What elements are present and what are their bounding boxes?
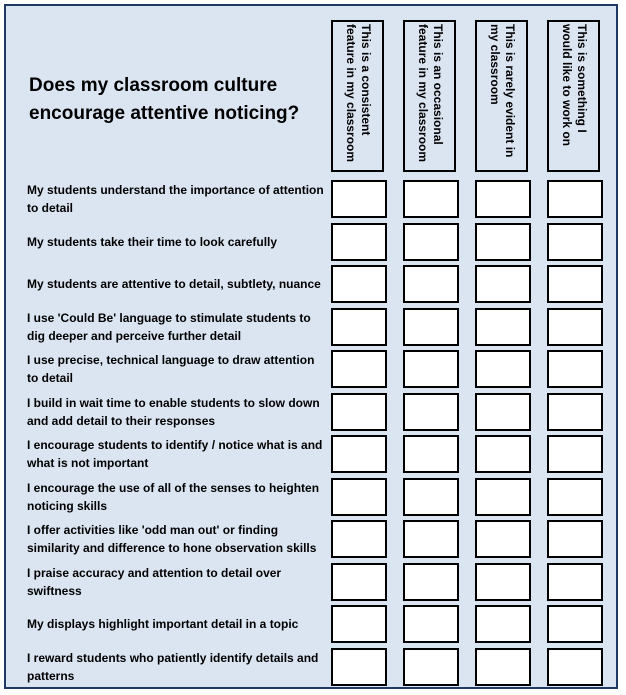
statement-label: I encourage the use of all of the senses to heighten noticing skills	[27, 481, 320, 513]
checkbox-cell-occasional[interactable]	[403, 520, 459, 558]
column-header-occasional	[403, 20, 456, 172]
column-header-label: This is something I would like to work on	[559, 24, 589, 147]
statement-label: I praise accuracy and attention to detail over swiftness	[27, 566, 282, 598]
checkbox-cell-consistent[interactable]	[331, 180, 387, 218]
checkbox-cell-rarely[interactable]	[475, 350, 531, 388]
statement-label: My students are attentive to detail, subtlety, nuance	[27, 277, 321, 291]
checkbox-cell-occasional[interactable]	[403, 563, 459, 601]
checkbox-cell-rarely[interactable]	[475, 180, 531, 218]
checkbox-cell-work-on[interactable]	[547, 265, 603, 303]
checkbox-cell-work-on[interactable]	[547, 393, 603, 431]
statement-label: I offer activities like 'odd man out' or finding similarity and difference to hone observation skills	[27, 523, 317, 555]
checkbox-cell-rarely[interactable]	[475, 265, 531, 303]
checkbox-cell-rarely[interactable]	[475, 648, 531, 686]
checkbox-cell-work-on[interactable]	[547, 223, 603, 261]
column-header-label: This is an occasional feature in my classroom	[415, 24, 445, 163]
checkbox-cell-occasional[interactable]	[403, 393, 459, 431]
checkbox-cell-consistent[interactable]	[331, 563, 387, 601]
statement-label: I use precise, technical language to draw attention to detail	[27, 353, 315, 385]
checkbox-cell-rarely[interactable]	[475, 563, 531, 601]
checkbox-cell-occasional[interactable]	[403, 478, 459, 516]
checkbox-cell-work-on[interactable]	[547, 350, 603, 388]
checkbox-cell-occasional[interactable]	[403, 435, 459, 473]
checkbox-cell-consistent[interactable]	[331, 265, 387, 303]
checkbox-cell-occasional[interactable]	[403, 223, 459, 261]
statement-label: My displays highlight important detail in a topic	[27, 617, 299, 631]
checkbox-cell-rarely[interactable]	[475, 308, 531, 346]
column-header-label: This is rarely evident in my classroom	[487, 24, 517, 158]
checkbox-cell-work-on[interactable]	[547, 478, 603, 516]
column-header-consistent	[331, 20, 384, 172]
checkbox-cell-occasional[interactable]	[403, 308, 459, 346]
checkbox-cell-consistent[interactable]	[331, 520, 387, 558]
checkbox-cell-consistent[interactable]	[331, 648, 387, 686]
statement-label: My students understand the importance of attention to detail	[27, 183, 324, 215]
checkbox-cell-consistent[interactable]	[331, 435, 387, 473]
checkbox-cell-occasional[interactable]	[403, 605, 459, 643]
checkbox-cell-consistent[interactable]	[331, 350, 387, 388]
statement-label: I encourage students to identify / notice what is and what is not important	[27, 438, 323, 470]
checkbox-cell-work-on[interactable]	[547, 435, 603, 473]
column-header-work-on	[547, 20, 600, 172]
column-header-label: This is a consistent feature in my classroom	[343, 24, 373, 163]
checkbox-cell-work-on[interactable]	[547, 648, 603, 686]
checkbox-cell-consistent[interactable]	[331, 223, 387, 261]
checkbox-cell-occasional[interactable]	[403, 265, 459, 303]
checkbox-cell-work-on[interactable]	[547, 605, 603, 643]
checkbox-cell-work-on[interactable]	[547, 308, 603, 346]
checkbox-cell-work-on[interactable]	[547, 563, 603, 601]
checkbox-cell-occasional[interactable]	[403, 180, 459, 218]
checkbox-cell-consistent[interactable]	[331, 308, 387, 346]
checkbox-cell-rarely[interactable]	[475, 605, 531, 643]
checkbox-cell-consistent[interactable]	[331, 393, 387, 431]
checkbox-cell-rarely[interactable]	[475, 223, 531, 261]
checkbox-cell-rarely[interactable]	[475, 393, 531, 431]
checkbox-cell-consistent[interactable]	[331, 478, 387, 516]
page-title: Does my classroom culture encourage attentive noticing?	[29, 75, 300, 124]
checkbox-cell-occasional[interactable]	[403, 648, 459, 686]
checkbox-cell-rarely[interactable]	[475, 520, 531, 558]
checkbox-cell-consistent[interactable]	[331, 605, 387, 643]
statement-label: I build in wait time to enable students to slow down and add detail to their responses	[27, 396, 320, 428]
statement-label: I use 'Could Be' language to stimulate students to dig deeper and perceive further detail	[27, 311, 311, 343]
checkbox-cell-occasional[interactable]	[403, 350, 459, 388]
column-header-rarely	[475, 20, 528, 172]
checkbox-cell-rarely[interactable]	[475, 435, 531, 473]
statement-label: I reward students who patiently identify details and patterns	[27, 651, 319, 683]
checkbox-cell-rarely[interactable]	[475, 478, 531, 516]
checkbox-cell-work-on[interactable]	[547, 520, 603, 558]
statement-label: My students take their time to look carefully	[27, 235, 278, 249]
checkbox-cell-work-on[interactable]	[547, 180, 603, 218]
